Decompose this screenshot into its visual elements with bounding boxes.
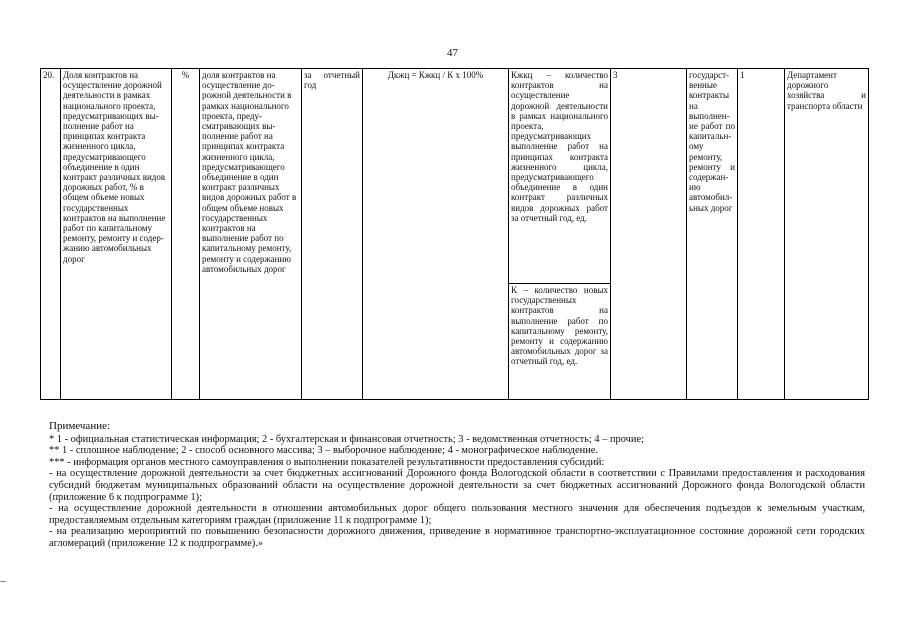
note-item-3: - на реализацию мероприятий по повышению безопасности дорожного движения, приведение в нормативное транспортно-эксплуатационное состояние дорожной сети городских агломераций (приложение 12 к подпрограмме).» — [49, 526, 865, 549]
note-observation-codes: ** 1 - сплошное наблюдение; 2 - способ основного массива; 3 – выборочное наблюдение; 4 - монографическое наблюдение. — [49, 445, 598, 457]
notes-section — [49, 421, 865, 550]
calculation-formula: Дкжц = Кжкц / К х 100% — [363, 69, 509, 400]
variable-kzhkc-description: Кжкц – количество контрактов на осуществление дорожной деятельности в рамках национального проекта, предусматривающих выполнение работ на принципах контракта жизненного цикла, предусматривающего объединение в один контракт различных видов дорожных работ за отчетный год, ед. — [509, 69, 611, 284]
source-description: государственные контракты на выполнение работ по капитальному ремонту, ремонту и содержанию автомобильных дорог — [687, 69, 738, 400]
unit-of-measure: % — [172, 69, 200, 400]
source-code: 3 — [611, 69, 687, 400]
margin-mark — [0, 581, 6, 582]
row-number: 20. — [41, 69, 61, 400]
notes-title: Примечание: — [49, 420, 111, 432]
observation-code: 1 — [738, 69, 785, 400]
note-source-codes: * 1 - официальная статистическая информация; 2 - бухгалтерская и финансовая отчетность; 3 - ведомственная отчетность; 4 – прочие; — [49, 433, 644, 445]
page-number: 47 — [447, 47, 458, 59]
indicator-table — [40, 68, 869, 400]
indicator-name: Доля контрактов на осуществление дорожной деятельности в рамках национального проекта, предусматривающих выполнение работ на принципах контракта жизненного цикла, предусматривающего объединение в один контракт различных видов дорожных работ, % в общем объеме новых государственных контрактов на выполнение работ по капитальному ремонту, ремонту и содержанию автомобильных дорог — [61, 69, 172, 400]
variable-k-description: К – количество новых государственных контрактов на выполнение работ по капитальному ремонту, ремонту и содержанию автомобильных дорог за отчетный год, ед. — [509, 284, 611, 400]
note-local-government: *** - информация органов местного самоуправления о выполнении показателей результативности предоставления субсидий: — [49, 456, 605, 468]
note-item-2: - на осуществление дорожной деятельности в отношении автомобильных дорог общего пользования местного значения для обеспечения подъездов к земельным участкам, предоставляемым отдельным категориям граждан (приложение 11 к подпрограмме 1); — [49, 503, 865, 526]
time-period: за отчетный год — [302, 69, 363, 400]
indicator-definition: доля контрактов на осуществление дорожной деятельности в рамках национального проекта, предусматривающих выполнение работ на принципах контракта жизненного цикла, предусматривающего объединение в один контракт различных видов дорожных работ в общем объеме новых государственных контрактов на выполнение работ по капитальному ремонту, ремонту и содержанию автомобильных дорог — [200, 69, 302, 400]
responsible-department: Департамент дорожного хозяйства и транспорта области — [785, 69, 869, 400]
table-row — [41, 69, 869, 284]
note-item-1: - на осуществление дорожной деятельности за счет бюджетных ассигнований Дорожного фонда Вологодской области в соответствии с Правилами предоставления и расходования субсидий бюджетам муниципальных образований области на осуществление дорожной деятельности за счет бюджетных ассигнований Дорожного фонда Вологодской области (приложение 6 к подпрограмме 1); — [49, 468, 865, 503]
